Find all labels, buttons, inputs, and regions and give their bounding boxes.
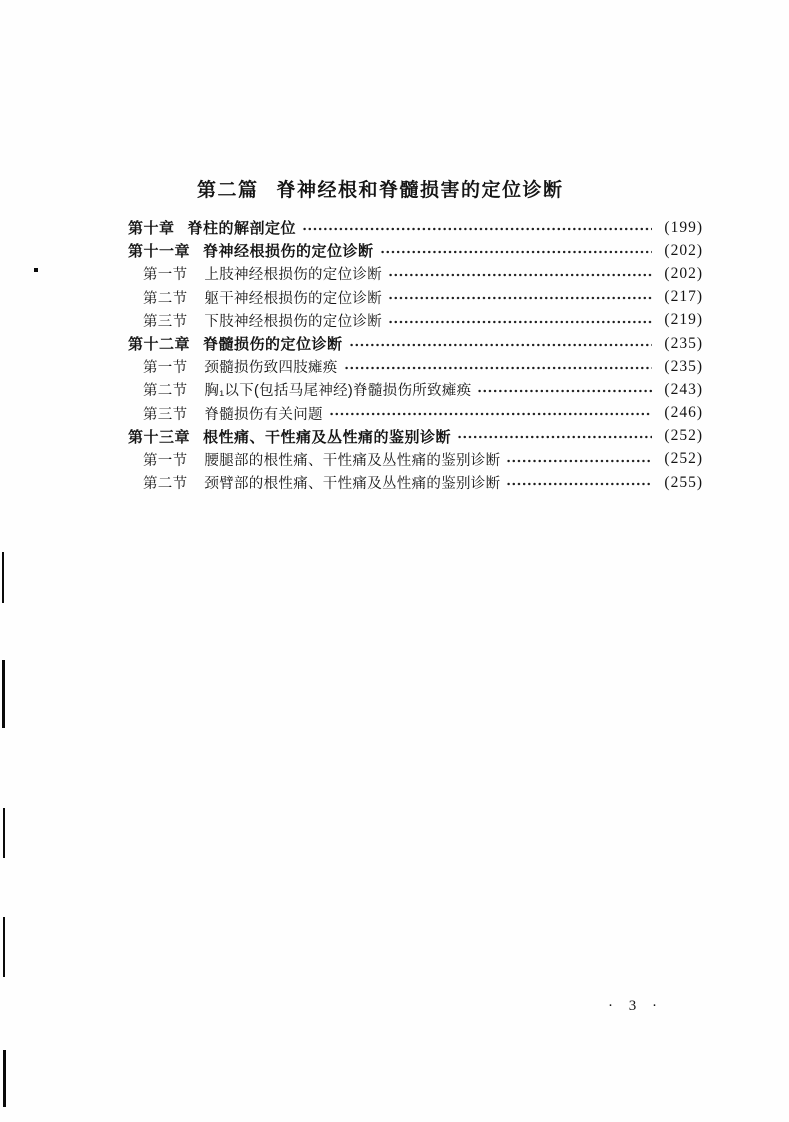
dot-leader [302, 216, 652, 239]
toc-entry-title: 腰腿部的根性痛、干性痛及丛性痛的鉴别诊断 [204, 452, 501, 469]
toc-entry-label: 第二节 [143, 383, 188, 400]
dot-leader [388, 309, 652, 332]
toc-entry-title: 脊神经根损伤的定位诊断 [203, 243, 374, 261]
toc-entry-label: 第十章 [128, 220, 175, 238]
toc-row [128, 309, 703, 332]
toc-entry-label: 第三节 [143, 313, 188, 330]
toc-row [128, 286, 703, 309]
dot-leader [329, 402, 652, 425]
toc-row [128, 262, 703, 285]
toc-entry-label: 第三节 [143, 406, 188, 423]
table-of-contents [128, 216, 703, 494]
toc-entry-title: 上肢神经根损伤的定位诊断 [204, 267, 383, 284]
dot-leader [506, 471, 652, 494]
toc-entry-label: 第一节 [143, 267, 188, 284]
toc-entry-label: 第十一章 [128, 243, 191, 261]
toc-row [128, 378, 703, 401]
toc-entry-title: 脊柱的解剖定位 [187, 220, 297, 238]
toc-entry-title: 脊髓损伤的定位诊断 [203, 336, 343, 354]
toc-entry-label: 第十三章 [128, 428, 191, 446]
toc-row [128, 402, 703, 425]
scan-artifact-line [3, 808, 5, 858]
toc-entry-label: 第一节 [143, 452, 188, 469]
scan-artifact-dot [34, 268, 38, 272]
scan-artifact-line [2, 552, 4, 603]
toc-row [128, 471, 703, 494]
toc-row [128, 425, 703, 448]
toc-row [128, 239, 703, 262]
toc-page-number: (243) [664, 380, 703, 398]
toc-entry-title: 躯干神经根损伤的定位诊断 [204, 290, 383, 307]
toc-entry-title: 下肢神经根损伤的定位诊断 [204, 313, 383, 330]
scan-artifact-line [2, 660, 5, 728]
part-title [197, 175, 564, 202]
dot-leader [388, 286, 652, 309]
dot-leader [349, 332, 652, 355]
toc-row [128, 448, 703, 471]
toc-entry-title: 胸₁以下(包括马尾神经)脊髓损伤所致瘫痪 [204, 383, 472, 400]
toc-page-number: (235) [664, 357, 703, 375]
toc-entry-title: 根性痛、干性痛及丛性痛的鉴别诊断 [203, 428, 452, 446]
toc-page-number: (199) [664, 218, 703, 236]
toc-entry-label: 第十二章 [128, 336, 191, 354]
toc-entry-title: 脊髓损伤有关问题 [204, 406, 323, 423]
toc-row [128, 332, 703, 355]
scan-artifact-line [3, 917, 5, 977]
toc-page-number: (202) [664, 264, 703, 282]
toc-page-number: (255) [664, 473, 703, 491]
toc-page-number: (202) [664, 241, 703, 259]
toc-page-number: (235) [664, 334, 703, 352]
toc-page-number: (219) [664, 311, 703, 329]
toc-entry-label: 第二节 [143, 476, 188, 493]
toc-row [128, 216, 703, 239]
dot-leader [477, 378, 652, 401]
toc-page-number: (252) [664, 450, 703, 468]
dot-leader [457, 425, 652, 448]
part-label: 第二篇 [197, 180, 259, 201]
folio-page-number: · 3 · [608, 998, 663, 1014]
toc-entry-title: 颈髓损伤致四肢瘫痪 [204, 360, 338, 377]
dot-leader [344, 355, 652, 378]
toc-page-number: (252) [664, 427, 703, 445]
toc-page-number: (217) [664, 288, 703, 306]
part-title-text: 脊神经根和脊髓损害的定位诊断 [276, 180, 564, 201]
dot-leader [380, 239, 652, 262]
dot-leader [506, 448, 652, 471]
toc-entry-title: 颈臂部的根性痛、干性痛及丛性痛的鉴别诊断 [204, 476, 501, 493]
scan-artifact-line [3, 1050, 6, 1107]
toc-entry-label: 第一节 [143, 360, 188, 377]
toc-row [128, 355, 703, 378]
toc-entry-label: 第二节 [143, 290, 188, 307]
toc-page-number: (246) [664, 404, 703, 422]
dot-leader [388, 262, 652, 285]
